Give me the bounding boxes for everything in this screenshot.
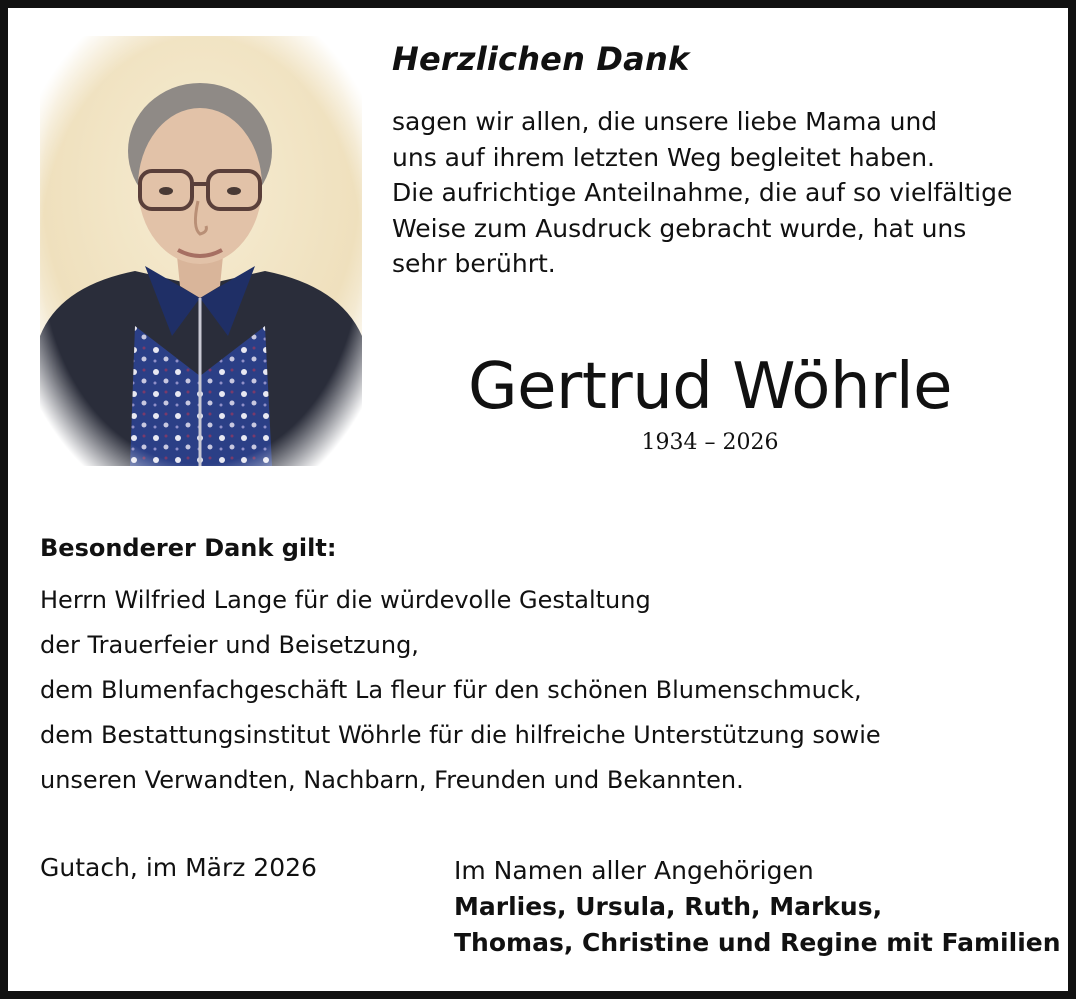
on-behalf-line: Im Namen aller Angehörigen	[454, 856, 814, 885]
thank-you-heading: Herzlichen Dank	[392, 40, 690, 78]
special-thanks-line: dem Blumenfachgeschäft La fleur für den schönen Blumenschmuck,	[40, 676, 862, 704]
intro-line: Weise zum Ausdruck gebracht wurde, hat uns	[392, 213, 967, 243]
special-thanks-line: der Trauerfeier und Beisetzung,	[40, 631, 419, 659]
family-names-line: Marlies, Ursula, Ruth, Markus,	[454, 892, 883, 921]
intro-line: sagen wir allen, die unsere liebe Mama und	[392, 107, 938, 136]
intro-line: uns auf ihrem letzten Weg begleitet haben.	[392, 142, 935, 172]
intro-text	[392, 104, 1032, 282]
family-names-line: Thomas, Christine und Regine mit Familien	[454, 928, 1061, 957]
signature-block	[454, 853, 1061, 961]
intro-line: Die aufrichtige Anteilnahme, die auf so vielfältige	[392, 178, 1013, 207]
special-thanks-list	[40, 578, 1040, 803]
special-thanks-line: unseren Verwandten, Nachbarn, Freunden und Bekannten.	[40, 766, 744, 794]
intro-line: sehr berührt.	[392, 249, 556, 278]
special-thanks-line: Herrn Wilfried Lange für die würdevolle Gestaltung	[40, 586, 651, 614]
life-dates: 1934 – 2026	[641, 430, 779, 455]
special-thanks-line: dem Bestattungsinstitut Wöhrle für die hilfreiche Unterstützung sowie	[40, 721, 881, 749]
place-and-date: Gutach, im März 2026	[40, 853, 317, 882]
deceased-name: Gertrud Wöhrle	[468, 350, 952, 424]
special-thanks-title: Besonderer Dank gilt:	[40, 534, 337, 562]
